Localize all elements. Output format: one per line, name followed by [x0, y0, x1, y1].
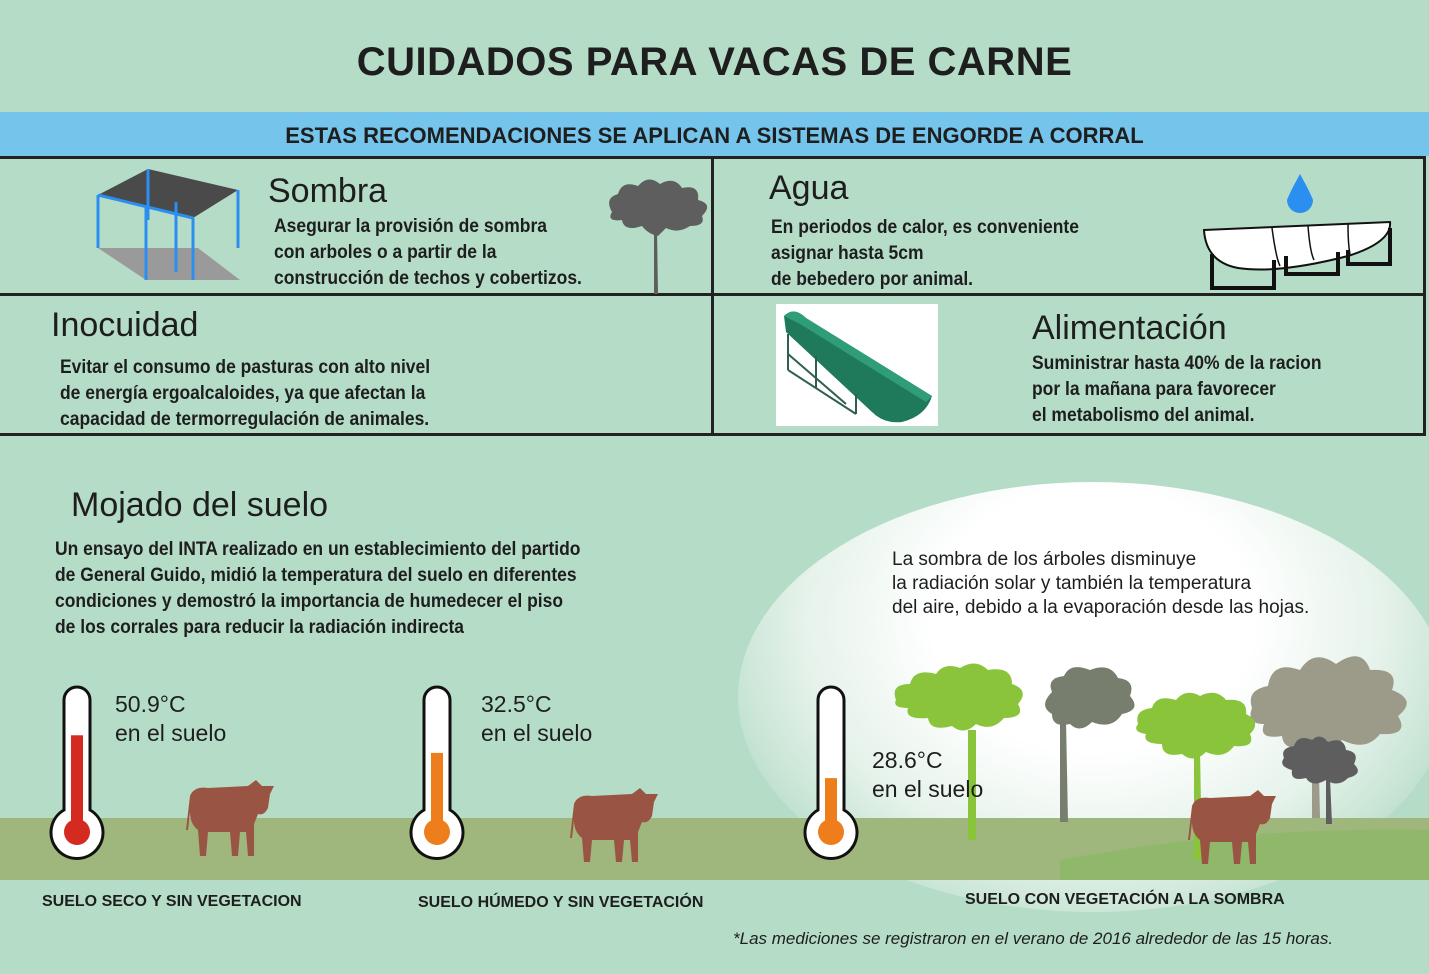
shade-note [892, 548, 1309, 620]
shade-note-line: del aire, debido a la evaporación desde las hojas. [892, 597, 1310, 618]
footnote: *Las mediciones se registraron en el verano de 2016 alrededor de las 15 horas. [733, 929, 1334, 948]
measurement-temp: 32.5°C [481, 691, 552, 717]
agua-line: de bebedero por animal. [771, 269, 974, 290]
banner [0, 112, 1429, 156]
measurement-temp: 50.9°C [115, 691, 186, 717]
cow-icon [186, 776, 276, 858]
measurement-label: SUELO CON VEGETACIÓN A LA SOMBRA [965, 891, 1285, 908]
shade-roof-icon [88, 162, 248, 290]
sombra-text [274, 214, 582, 292]
sombra-line: construcción de techos y cobertizos. [274, 268, 582, 289]
measurement-1 [115, 690, 226, 748]
thermometer-icon [46, 682, 108, 866]
alimentacion-line: Suministrar hasta 40% de la racion [1032, 353, 1322, 374]
inocuidad-heading: Inocuidad [51, 306, 199, 344]
inocuidad-text [60, 355, 430, 433]
measurement-label: SUELO SECO Y SIN VEGETACION [42, 893, 302, 910]
water-trough-icon [1198, 212, 1398, 296]
shade-note-line: La sombra de los árboles disminuye [892, 549, 1197, 570]
measurement-3 [872, 746, 983, 804]
measurement-unit: en el suelo [115, 720, 227, 746]
mojado-line: condiciones y demostró la importancia de humedecer el piso [55, 591, 564, 612]
measurement-2 [481, 690, 592, 748]
measurement-temp: 28.6°C [872, 747, 943, 773]
shade-note-line: la radiación solar y también la temperatura [892, 573, 1252, 594]
mojado-heading: Mojado del suelo [71, 486, 329, 524]
mojado-text [55, 537, 580, 641]
alimentacion-line: el metabolismo del animal. [1032, 405, 1255, 426]
agua-line: En periodos de calor, es conveniente [771, 217, 1079, 238]
thermometer-icon [406, 682, 468, 866]
measurement-label: SUELO HÚMEDO Y SIN VEGETACIÓN [418, 894, 704, 911]
sombra-heading: Sombra [268, 172, 388, 210]
inocuidad-line: de energía ergoalcaloides, ya que afectan la [60, 383, 426, 404]
thermometer-icon [800, 682, 862, 866]
mojado-line: Un ensayo del INTA realizado en un establecimiento del partido [55, 539, 581, 560]
measurement-unit: en el suelo [872, 776, 984, 802]
sombra-line: con arboles o a partir de la [274, 242, 497, 263]
sombra-line: Asegurar la provisión de sombra [274, 216, 547, 237]
banner-text: ESTAS RECOMENDACIONES SE APLICAN A SISTEMAS DE ENGORDE A CORRAL [285, 123, 1144, 148]
inocuidad-line: capacidad de termorregulación de animales. [60, 409, 430, 430]
feeder-icon [776, 304, 938, 426]
alimentacion-text [1032, 351, 1322, 429]
tree-icon [602, 172, 717, 296]
page-title: CUIDADOS PARA VACAS DE CARNE [356, 40, 1073, 84]
mojado-line: de General Guido, midió la temperatura del suelo en diferentes [55, 565, 577, 586]
measurement-unit: en el suelo [481, 720, 593, 746]
agua-text [771, 215, 1079, 293]
agua-line: asignar hasta 5cm [771, 243, 924, 264]
cow-icon [1188, 786, 1278, 866]
cow-icon [570, 784, 660, 864]
mojado-line: de los corrales para reducir la radiación indirecta [55, 617, 465, 638]
agua-heading: Agua [769, 169, 849, 207]
inocuidad-line: Evitar el consumo de pasturas con alto nivel [60, 357, 431, 378]
alimentacion-heading: Alimentación [1032, 309, 1227, 347]
alimentacion-line: por la mañana para favorecer [1032, 379, 1276, 400]
